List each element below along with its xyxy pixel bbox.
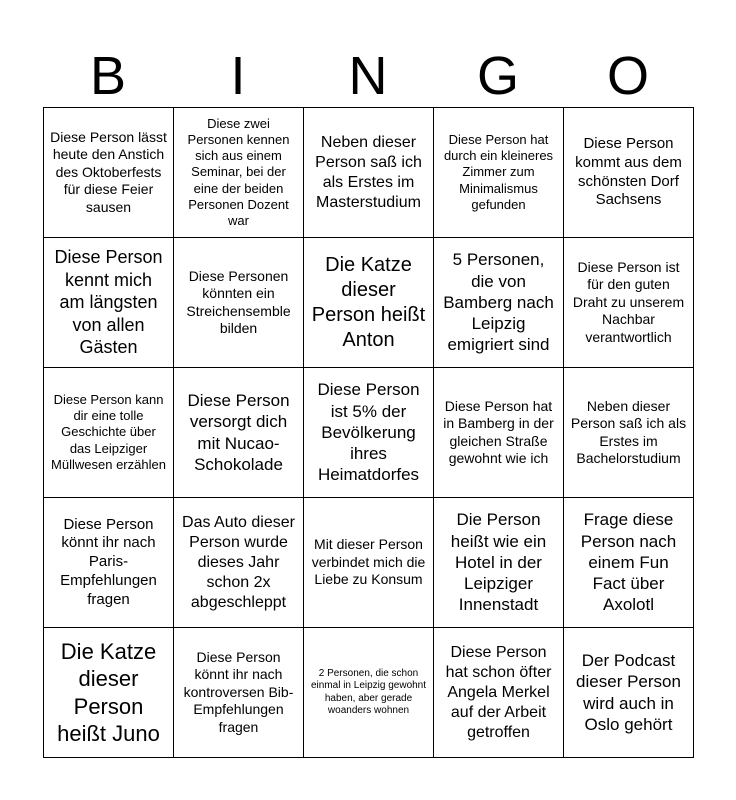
bingo-cell[interactable]: Diese Personen könnten ein Streichensemble bilden — [174, 238, 304, 368]
bingo-cell[interactable]: Die Katze dieser Person heißt Anton — [304, 238, 434, 368]
bingo-cell[interactable]: Mit dieser Person verbindet mich die Liebe zu Konsum — [304, 498, 434, 628]
grid-row — [44, 108, 694, 238]
bingo-cell[interactable]: Diese Person kommt aus dem schönsten Dorf Sachsens — [564, 108, 694, 238]
bingo-cell[interactable]: Der Podcast dieser Person wird auch in Oslo gehört — [564, 628, 694, 758]
bingo-cell[interactable]: Das Auto dieser Person wurde dieses Jahr schon 2x abgeschleppt — [174, 498, 304, 628]
bingo-cell[interactable]: Frage diese Person nach einem Fun Fact über Axolotl — [564, 498, 694, 628]
bingo-cell[interactable]: Diese Person könnt ihr nach Paris-Empfehlungen fragen — [44, 498, 174, 628]
bingo-grid — [43, 107, 694, 758]
bingo-cell[interactable]: Diese Person hat in Bamberg in der gleichen Straße gewohnt wie ich — [434, 368, 564, 498]
bingo-cell[interactable]: Diese Person versorgt dich mit Nucao-Schokolade — [174, 368, 304, 498]
bingo-cell[interactable]: Diese zwei Personen kennen sich aus einem Seminar, bei der eine der beiden Personen Dozent war — [174, 108, 304, 238]
grid-row — [44, 368, 694, 498]
bingo-cell[interactable]: 5 Personen, die von Bamberg nach Leipzig emigriert sind — [434, 238, 564, 368]
header-letter-i: I — [230, 46, 246, 106]
grid-row — [44, 628, 694, 758]
bingo-cell[interactable]: Diese Person ist 5% der Bevölkerung ihres Heimatdorfes — [304, 368, 434, 498]
header-letter-o: O — [606, 46, 649, 106]
grid-row — [44, 238, 694, 368]
bingo-cell[interactable]: Neben dieser Person saß ich als Erstes im Bachelorstudium — [564, 368, 694, 498]
bingo-header — [43, 40, 693, 112]
bingo-cell[interactable]: Diese Person könnt ihr nach kontroversen Bib-Empfehlungen fragen — [174, 628, 304, 758]
bingo-cell[interactable]: Die Person heißt wie ein Hotel in der Leipziger Innenstadt — [434, 498, 564, 628]
grid-row — [44, 498, 694, 628]
bingo-cell[interactable]: 2 Personen, die schon einmal in Leipzig gewohnt haben, aber gerade woanders wohnen — [304, 628, 434, 758]
bingo-cell[interactable]: Diese Person ist für den guten Draht zu unserem Nachbar verantwortlich — [564, 238, 694, 368]
bingo-cell[interactable]: Diese Person hat durch ein kleineres Zimmer zum Minimalismus gefunden — [434, 108, 564, 238]
header-letter-g: G — [476, 46, 519, 106]
bingo-cell[interactable]: Neben dieser Person saß ich als Erstes im Masterstudium — [304, 108, 434, 238]
bingo-cell[interactable]: Diese Person kennt mich am längsten von allen Gästen — [44, 238, 174, 368]
bingo-cell[interactable]: Die Katze dieser Person heißt Juno — [44, 628, 174, 758]
bingo-cell[interactable]: Diese Person lässt heute den Anstich des Oktoberfests für diese Feier sausen — [44, 108, 174, 238]
header-letter-n: N — [348, 46, 388, 106]
bingo-cell[interactable]: Diese Person kann dir eine tolle Geschichte über das Leipziger Müllwesen erzählen — [44, 368, 174, 498]
bingo-cell[interactable]: Diese Person hat schon öfter Angela Merkel auf der Arbeit getroffen — [434, 628, 564, 758]
header-letter-b: B — [89, 46, 127, 106]
